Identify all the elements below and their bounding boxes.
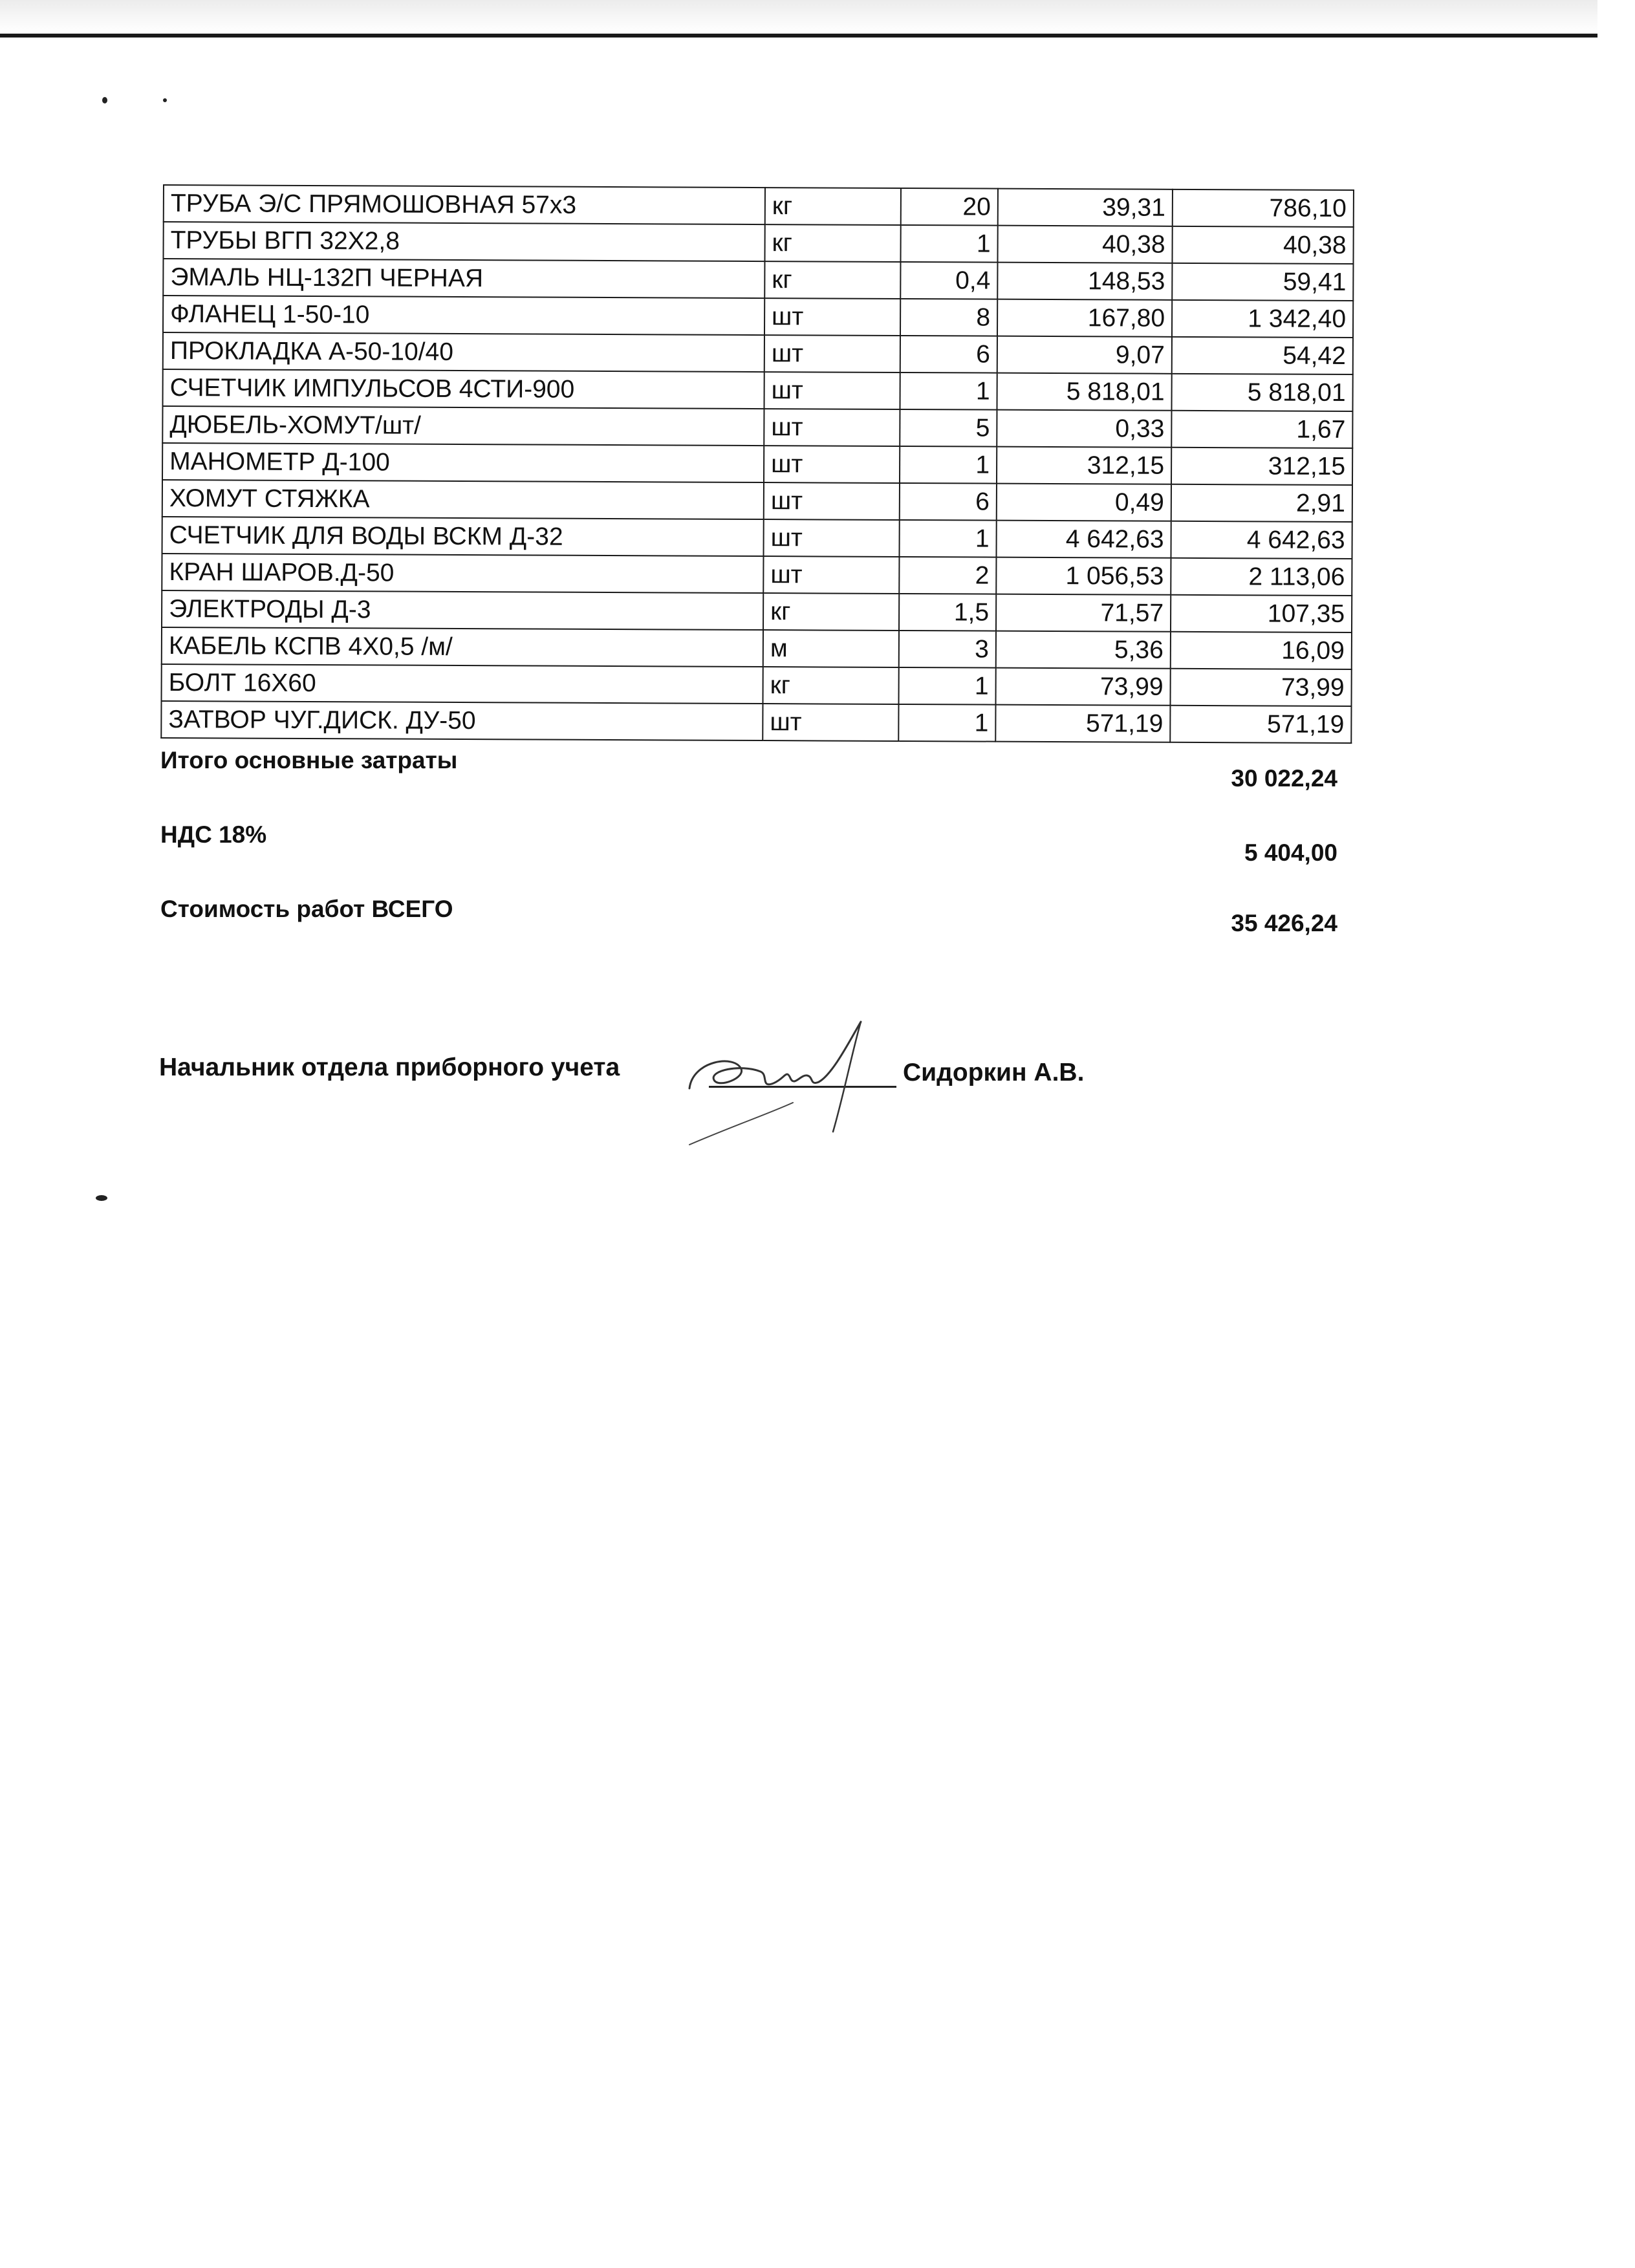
scan-top-edge xyxy=(0,0,1597,38)
item-name-cell: ТРУБЫ ВГП 32Х2,8 xyxy=(163,222,764,261)
item-sum-cell: 16,09 xyxy=(1171,632,1352,669)
item-quantity-cell: 1 xyxy=(900,446,997,484)
table-row xyxy=(164,185,1354,227)
item-name-cell: КРАН ШАРОВ.Д-50 xyxy=(162,554,763,593)
item-name-cell: ФЛАНЕЦ 1-50-10 xyxy=(163,296,764,335)
signoff-block xyxy=(159,1044,1194,1141)
vat-label: НДС 18% xyxy=(160,821,267,848)
table-row xyxy=(162,517,1352,559)
scan-speck xyxy=(102,97,107,103)
item-sum-cell: 40,38 xyxy=(1172,226,1353,264)
item-quantity-cell: 1 xyxy=(900,373,997,410)
item-name-cell: ПРОКЛАДКА А-50-10/40 xyxy=(163,332,764,372)
item-price-cell: 40,38 xyxy=(997,226,1172,263)
scan-speck xyxy=(96,1195,107,1201)
item-unit-cell: шт xyxy=(764,482,900,520)
item-price-cell: 5 818,01 xyxy=(997,373,1171,411)
table-row xyxy=(162,627,1352,669)
table-row xyxy=(161,701,1351,743)
vat-value: 5 404,00 xyxy=(1244,839,1337,866)
item-quantity-cell: 1 xyxy=(899,520,996,557)
table-row xyxy=(162,664,1352,706)
item-quantity-cell: 1 xyxy=(900,225,997,263)
item-name-cell: БОЛТ 16Х60 xyxy=(162,664,763,704)
grand-total-row xyxy=(160,896,1337,960)
item-sum-cell: 59,41 xyxy=(1172,263,1353,301)
table-row xyxy=(163,222,1353,264)
item-sum-cell: 312,15 xyxy=(1171,448,1352,485)
vat-row xyxy=(160,821,1337,886)
base-costs-value: 30 022,24 xyxy=(1231,765,1337,792)
item-price-cell: 71,57 xyxy=(996,594,1171,632)
item-sum-cell: 4 642,63 xyxy=(1171,521,1352,559)
item-sum-cell: 786,10 xyxy=(1173,189,1354,227)
item-unit-cell: шт xyxy=(763,556,899,594)
item-unit-cell: шт xyxy=(764,409,900,446)
table-row xyxy=(163,296,1353,338)
item-quantity-cell: 2 xyxy=(899,557,996,594)
item-price-cell: 39,31 xyxy=(998,189,1173,226)
item-price-cell: 73,99 xyxy=(996,668,1171,706)
grand-total-label: Стоимость работ ВСЕГО xyxy=(160,896,453,922)
item-name-cell: ЭМАЛЬ НЦ-132П ЧЕРНАЯ xyxy=(163,259,764,298)
item-name-cell: СЧЕТЧИК ИМПУЛЬСОВ 4СТИ-900 xyxy=(163,369,764,409)
scan-speck xyxy=(163,98,167,102)
item-price-cell: 0,33 xyxy=(997,410,1171,448)
item-sum-cell: 5 818,01 xyxy=(1171,374,1352,411)
grand-total-value: 35 426,24 xyxy=(1231,910,1337,936)
item-unit-cell: шт xyxy=(764,335,900,373)
base-costs-label: Итого основные затраты xyxy=(160,747,458,773)
item-unit-cell: шт xyxy=(764,372,900,409)
item-unit-cell: кг xyxy=(764,224,900,262)
item-price-cell: 1 056,53 xyxy=(996,557,1171,595)
item-unit-cell: шт xyxy=(763,704,898,741)
item-price-cell: 4 642,63 xyxy=(996,521,1171,558)
item-quantity-cell: 0,4 xyxy=(900,262,997,299)
table-row xyxy=(162,480,1352,522)
item-unit-cell: шт xyxy=(764,298,900,336)
item-name-cell: ЗАТВОР ЧУГ.ДИСК. ДУ-50 xyxy=(161,701,763,740)
item-unit-cell: кг xyxy=(763,667,899,704)
item-sum-cell: 2,91 xyxy=(1171,484,1352,522)
item-sum-cell: 54,42 xyxy=(1172,337,1353,374)
item-quantity-cell: 6 xyxy=(900,336,997,373)
item-name-cell: ЭЛЕКТРОДЫ Д-3 xyxy=(162,590,763,630)
item-price-cell: 148,53 xyxy=(997,263,1172,300)
table-row xyxy=(162,406,1352,448)
item-name-cell: ХОМУТ СТЯЖКА xyxy=(162,480,764,519)
table-row xyxy=(163,332,1353,374)
item-unit-cell: шт xyxy=(763,519,899,557)
item-name-cell: ДЮБЕЛЬ-ХОМУТ/шт/ xyxy=(162,406,764,446)
item-sum-cell: 571,19 xyxy=(1170,706,1351,743)
item-sum-cell: 107,35 xyxy=(1171,595,1352,632)
item-price-cell: 9,07 xyxy=(997,336,1172,374)
item-sum-cell: 1,67 xyxy=(1171,411,1352,448)
item-price-cell: 167,80 xyxy=(997,299,1172,337)
item-price-cell: 0,49 xyxy=(997,484,1171,521)
item-name-cell: СЧЕТЧИК ДЛЯ ВОДЫ ВСКМ Д-32 xyxy=(162,517,764,556)
item-price-cell: 571,19 xyxy=(995,705,1170,742)
item-unit-cell: кг xyxy=(765,188,901,225)
item-unit-cell: кг xyxy=(764,261,900,299)
item-quantity-cell: 8 xyxy=(900,299,997,336)
item-sum-cell: 73,99 xyxy=(1170,669,1351,706)
item-quantity-cell: 1,5 xyxy=(899,594,996,631)
table-row xyxy=(163,369,1353,411)
item-name-cell: ТРУБА Э/С ПРЯМОШОВНАЯ 57х3 xyxy=(164,185,765,224)
item-quantity-cell: 6 xyxy=(900,483,997,521)
signoff-position: Начальник отдела приборного учета xyxy=(159,1053,620,1081)
materials-table xyxy=(160,184,1354,744)
item-quantity-cell: 20 xyxy=(901,188,998,226)
table-row xyxy=(162,590,1352,632)
item-quantity-cell: 1 xyxy=(899,667,996,705)
item-sum-cell: 2 113,06 xyxy=(1171,558,1352,596)
item-unit-cell: кг xyxy=(763,593,899,631)
item-sum-cell: 1 342,40 xyxy=(1172,300,1353,338)
signoff-name: Сидоркин А.В. xyxy=(903,1059,1085,1086)
item-price-cell: 312,15 xyxy=(997,447,1171,484)
table-row xyxy=(162,554,1352,596)
item-price-cell: 5,36 xyxy=(996,631,1171,669)
materials-table-body xyxy=(161,185,1354,743)
item-unit-cell: м xyxy=(763,630,899,667)
item-name-cell: КАБЕЛЬ КСПВ 4Х0,5 /м/ xyxy=(162,627,763,667)
item-quantity-cell: 5 xyxy=(900,409,997,447)
base-costs-row xyxy=(160,747,1337,812)
table-row xyxy=(163,259,1353,301)
item-quantity-cell: 3 xyxy=(899,631,996,668)
item-unit-cell: шт xyxy=(764,446,900,483)
table-row xyxy=(162,443,1352,485)
item-quantity-cell: 1 xyxy=(898,704,995,742)
item-name-cell: МАНОМЕТР Д-100 xyxy=(162,443,764,482)
